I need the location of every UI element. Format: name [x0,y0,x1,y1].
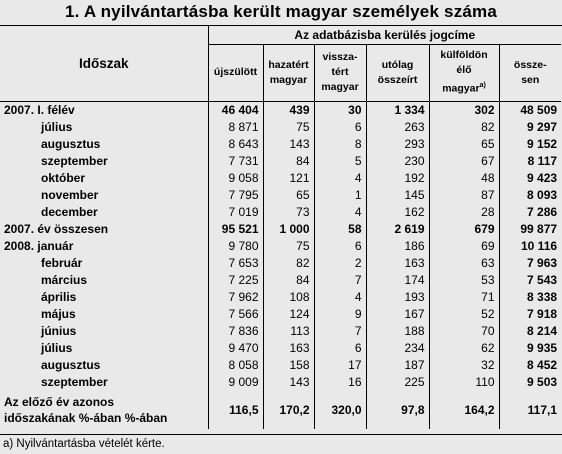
percent-cell-newborn: 116,5 [208,391,263,429]
cell-abroad-living-hungarian: 87 [429,186,499,203]
cell-abroad-living-hungarian: 679 [429,220,499,237]
table-title: 1. A nyilvántartásba került magyar személyek száma [0,0,562,26]
cell-later-registered: 230 [366,152,429,169]
cell-later-registered: 163 [366,254,429,271]
cell-returned-hungarian: 65 [263,186,314,203]
cell-abroad-living-hungarian: 82 [429,118,499,135]
table-row [0,340,561,357]
cell-total: 9 503 [527,375,558,390]
cell-later-registered: 2 619 [366,220,429,237]
cell-total: 8 214 [527,324,558,339]
cell-returned-hungarian: 163 [263,340,314,357]
cell-re-returned-hungarian: 8 [314,135,366,152]
cell-returned-hungarian: 439 [263,101,314,118]
cell-re-returned-hungarian: 58 [314,220,366,237]
cell-total: 7 918 [527,307,558,322]
cell-re-returned-hungarian: 30 [314,101,366,118]
cell-abroad-living-hungarian: 71 [429,289,499,306]
cell-re-returned-hungarian: 4 [314,289,366,306]
cell-returned-hungarian: 158 [263,357,314,374]
footnote-marker: a) [479,82,486,90]
cell-abroad-living-hungarian: 302 [429,101,499,118]
cell-newborn: 9 780 [208,237,263,254]
row-period-label: december [0,203,208,220]
percent-cell-abroad-living-hungarian: 164,2 [429,391,499,429]
row-period-label: június [0,323,208,340]
cell-total: 9 935 [527,341,558,356]
row-period-label: május [0,306,208,323]
cell-abroad-living-hungarian: 62 [429,340,499,357]
data-table [0,26,561,429]
cell-newborn: 7 225 [208,271,263,288]
cell-later-registered: 234 [366,340,429,357]
cell-returned-hungarian: 113 [263,323,314,340]
cell-total: 9 297 [527,119,558,134]
cell-later-registered: 193 [366,289,429,306]
cell-total: 8 452 [527,358,558,373]
table-body [0,101,561,429]
cell-later-registered: 187 [366,357,429,374]
cell-re-returned-hungarian: 16 [314,374,366,391]
column-header-abroad-living-hungarian: külföldön élő magyar$^{a)}$ [429,44,499,101]
cell-abroad-living-hungarian: 53 [429,271,499,288]
column-header-re-returned-hungarian: vissza- tért magyar [314,44,366,101]
cell-newborn: 95 521 [208,220,263,237]
percent-cell-total: 117,1 [527,402,558,417]
cell-total: 8 093 [527,187,558,202]
cell-re-returned-hungarian: 2 [314,254,366,271]
table-row [0,237,561,254]
cell-newborn: 8 643 [208,135,263,152]
cell-returned-hungarian: 75 [263,118,314,135]
cell-total: 9 152 [527,136,558,151]
cell-abroad-living-hungarian: 110 [429,374,499,391]
cell-abroad-living-hungarian: 52 [429,306,499,323]
column-header-newborn: újszülött [208,44,263,101]
row-period-label: 2007. I. félév [0,101,208,118]
footnote: a) Nyilvántartásba vételét kérte. [0,434,562,454]
table-row [0,203,561,220]
percent-cell-returned-hungarian: 170,2 [263,391,314,429]
cell-abroad-living-hungarian: 48 [429,169,499,186]
cell-re-returned-hungarian: 6 [314,118,366,135]
cell-re-returned-hungarian: 17 [314,357,366,374]
cell-total: 48 509 [520,102,558,117]
cell-returned-hungarian: 84 [263,271,314,288]
cell-newborn: 7 653 [208,254,263,271]
cell-abroad-living-hungarian: 28 [429,203,499,220]
table-row [0,152,561,169]
cell-re-returned-hungarian: 4 [314,169,366,186]
table-row [0,169,561,186]
cell-returned-hungarian: 124 [263,306,314,323]
cell-total: 7 963 [527,255,558,270]
cell-total: 99 877 [520,221,558,236]
cell-later-registered: 167 [366,306,429,323]
table-row [0,323,561,340]
cell-later-registered: 225 [366,374,429,391]
row-period-label: március [0,271,208,288]
cell-abroad-living-hungarian: 63 [429,254,499,271]
cell-later-registered: 162 [366,203,429,220]
cell-total: 8 338 [527,290,558,305]
cell-newborn: 7 836 [208,323,263,340]
row-period-label: augusztus [0,357,208,374]
cell-abroad-living-hungarian: 65 [429,135,499,152]
cell-newborn: 9 009 [208,374,263,391]
row-period-label: 2008. január [0,237,208,254]
cell-returned-hungarian: 75 [263,237,314,254]
cell-newborn: 7 566 [208,306,263,323]
cell-abroad-living-hungarian: 32 [429,357,499,374]
row-period-label: július [0,340,208,357]
cell-newborn: 7 019 [208,203,263,220]
cell-newborn: 9 470 [208,340,263,357]
cell-returned-hungarian: 143 [263,374,314,391]
cell-returned-hungarian: 121 [263,169,314,186]
column-header-returned-hungarian: hazatért magyar [263,44,314,101]
row-period-label: november [0,186,208,203]
period-column-header: Időszak [0,26,208,101]
table-row [0,374,561,391]
cell-returned-hungarian: 108 [263,289,314,306]
row-period-label: február [0,254,208,271]
percent-row-label: Az előző év azonos időszakának %-ában %-ában [0,391,208,429]
cell-returned-hungarian: 82 [263,254,314,271]
table-row [0,186,561,203]
table-row [0,289,561,306]
table-row [0,271,561,288]
cell-returned-hungarian: 84 [263,152,314,169]
cell-later-registered: 186 [366,237,429,254]
column-header-later-registered: utólag összeírt [366,44,429,101]
cell-re-returned-hungarian: 6 [314,340,366,357]
reason-group-header: Az adatbázisba kerülés jogcíme [208,26,561,44]
cell-re-returned-hungarian: 7 [314,323,366,340]
cell-abroad-living-hungarian: 70 [429,323,499,340]
row-period-label: április [0,289,208,306]
cell-total: 10 116 [521,238,558,253]
table-row [0,118,561,135]
table-row [0,135,561,152]
cell-newborn: 8 871 [208,118,263,135]
cell-later-registered: 192 [366,169,429,186]
cell-abroad-living-hungarian: 69 [429,237,499,254]
cell-re-returned-hungarian: 5 [314,152,366,169]
cell-later-registered: 188 [366,323,429,340]
cell-newborn: 7 795 [208,186,263,203]
table-row [0,306,561,323]
cell-later-registered: 145 [366,186,429,203]
column-header-total: össze- sen [499,44,561,101]
row-period-label: október [0,169,208,186]
cell-total: 7 286 [527,204,558,219]
cell-newborn: 7 962 [208,289,263,306]
row-period-label: szeptember [0,152,208,169]
table-row [0,101,561,118]
cell-returned-hungarian: 73 [263,203,314,220]
cell-later-registered: 263 [366,118,429,135]
percent-cell-later-registered: 97,8 [366,391,429,429]
cell-re-returned-hungarian: 1 [314,186,366,203]
row-period-label: szeptember [0,374,208,391]
cell-re-returned-hungarian: 7 [314,271,366,288]
cell-later-registered: 293 [366,135,429,152]
table-row [0,357,561,374]
table-row [0,254,561,271]
row-period-label: 2007. év összesen [0,220,208,237]
row-period-label: július [0,118,208,135]
cell-returned-hungarian: 143 [263,135,314,152]
cell-re-returned-hungarian: 6 [314,237,366,254]
cell-total: 7 543 [527,272,558,287]
cell-newborn: 8 058 [208,357,263,374]
row-period-label: augusztus [0,135,208,152]
cell-abroad-living-hungarian: 67 [429,152,499,169]
cell-total: 9 423 [527,170,558,185]
percent-row [0,391,561,429]
table-row [0,220,561,237]
cell-re-returned-hungarian: 4 [314,203,366,220]
cell-total: 8 117 [527,153,558,168]
cell-newborn: 9 058 [208,169,263,186]
cell-later-registered: 174 [366,271,429,288]
percent-cell-re-returned-hungarian: 320,0 [314,391,366,429]
cell-newborn: 46 404 [208,101,263,118]
cell-newborn: 7 731 [208,152,263,169]
cell-returned-hungarian: 1 000 [263,220,314,237]
cell-re-returned-hungarian: 9 [314,306,366,323]
cell-later-registered: 1 334 [366,101,429,118]
